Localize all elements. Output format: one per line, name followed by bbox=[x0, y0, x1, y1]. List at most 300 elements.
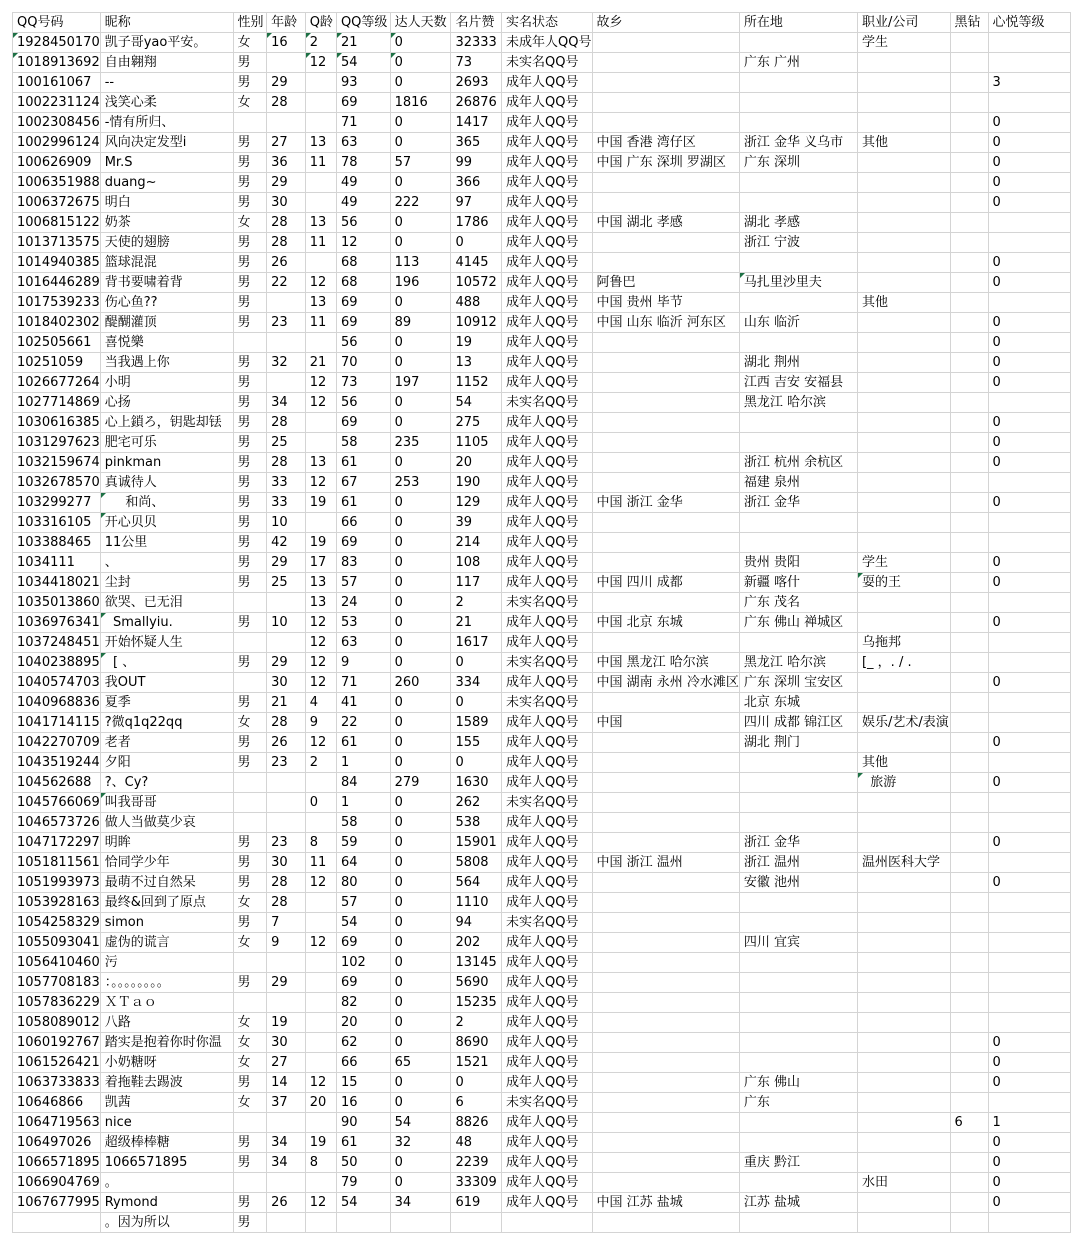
cell[interactable]: 中国 贵州 毕节 bbox=[592, 293, 739, 313]
cell[interactable]: 3 bbox=[988, 73, 1071, 93]
cell[interactable]: 1105 bbox=[451, 433, 502, 453]
cell[interactable]: 旅游 bbox=[857, 773, 950, 793]
cell[interactable]: 61 bbox=[336, 733, 390, 753]
cell[interactable] bbox=[592, 253, 739, 273]
cell[interactable]: ?、Cy? bbox=[100, 773, 233, 793]
cell[interactable]: 0 bbox=[988, 573, 1071, 593]
cell[interactable]: 未实名QQ号 bbox=[502, 53, 592, 73]
cell[interactable] bbox=[950, 653, 988, 673]
cell[interactable] bbox=[988, 293, 1071, 313]
column-header[interactable]: 所在地 bbox=[739, 13, 857, 33]
cell[interactable]: 5808 bbox=[451, 853, 502, 873]
cell[interactable]: 26 bbox=[267, 253, 306, 273]
cell[interactable]: 108 bbox=[451, 553, 502, 573]
cell[interactable]: 成年人QQ号 bbox=[502, 833, 592, 853]
cell[interactable] bbox=[592, 233, 739, 253]
cell[interactable]: 0 bbox=[988, 553, 1071, 573]
cell[interactable]: 中国 湖南 永州 冷水滩区 bbox=[592, 673, 739, 693]
cell[interactable]: 四川 成都 锦江区 bbox=[739, 713, 857, 733]
cell[interactable] bbox=[857, 373, 950, 393]
cell[interactable]: 0 bbox=[390, 593, 451, 613]
cell[interactable]: 0 bbox=[390, 873, 451, 893]
cell[interactable]: 男 bbox=[233, 873, 267, 893]
cell[interactable]: 49 bbox=[336, 193, 390, 213]
cell[interactable]: 0 bbox=[390, 293, 451, 313]
cell[interactable]: 28 bbox=[267, 93, 306, 113]
cell[interactable]: 69 bbox=[336, 93, 390, 113]
cell[interactable]: 0 bbox=[390, 573, 451, 593]
cell[interactable] bbox=[267, 1213, 306, 1233]
cell[interactable]: 1064719563 bbox=[13, 1113, 101, 1133]
cell[interactable] bbox=[305, 1013, 336, 1033]
cell[interactable]: 49 bbox=[336, 173, 390, 193]
cell[interactable]: 69 bbox=[336, 973, 390, 993]
cell[interactable]: 重庆 黔江 bbox=[739, 1153, 857, 1173]
cell[interactable]: 浅笑心柔 bbox=[100, 93, 233, 113]
cell[interactable]: 12 bbox=[305, 613, 336, 633]
cell[interactable]: 1018913692 bbox=[13, 53, 101, 73]
cell[interactable] bbox=[857, 393, 950, 413]
cell[interactable]: 103388465 bbox=[13, 533, 101, 553]
cell[interactable]: 78 bbox=[336, 153, 390, 173]
cell[interactable]: 贵州 贵阳 bbox=[739, 553, 857, 573]
cell[interactable]: 30 bbox=[267, 853, 306, 873]
cell[interactable]: 23 bbox=[267, 833, 306, 853]
cell[interactable] bbox=[857, 493, 950, 513]
cell[interactable] bbox=[950, 573, 988, 593]
cell[interactable] bbox=[233, 993, 267, 1013]
cell[interactable] bbox=[267, 293, 306, 313]
cell[interactable]: 0 bbox=[390, 533, 451, 553]
column-header[interactable]: 年龄 bbox=[267, 13, 306, 33]
cell[interactable]: 103299277 bbox=[13, 493, 101, 513]
cell[interactable]: 未实名QQ号 bbox=[502, 693, 592, 713]
cell[interactable]: 222 bbox=[390, 193, 451, 213]
cell[interactable]: 男 bbox=[233, 173, 267, 193]
cell[interactable] bbox=[739, 793, 857, 813]
cell[interactable] bbox=[988, 213, 1071, 233]
cell[interactable] bbox=[988, 953, 1071, 973]
cell[interactable]: 成年人QQ号 bbox=[502, 1073, 592, 1093]
cell[interactable] bbox=[988, 633, 1071, 653]
cell[interactable]: 篮球混混 bbox=[100, 253, 233, 273]
cell[interactable]: 1816 bbox=[390, 93, 451, 113]
cell[interactable]: 0 bbox=[390, 113, 451, 133]
cell[interactable]: 成年人QQ号 bbox=[502, 573, 592, 593]
cell[interactable] bbox=[305, 513, 336, 533]
cell[interactable] bbox=[592, 1213, 739, 1233]
cell[interactable]: 最终&回到了原点 bbox=[100, 893, 233, 913]
cell[interactable]: 12 bbox=[305, 633, 336, 653]
cell[interactable]: 。 bbox=[100, 1173, 233, 1193]
cell[interactable] bbox=[739, 973, 857, 993]
cell[interactable] bbox=[739, 993, 857, 1013]
cell[interactable] bbox=[950, 753, 988, 773]
cell[interactable]: 污 bbox=[100, 953, 233, 973]
cell[interactable] bbox=[233, 773, 267, 793]
cell[interactable]: 成年人QQ号 bbox=[502, 533, 592, 553]
cell[interactable]: 1 bbox=[336, 753, 390, 773]
cell[interactable] bbox=[233, 333, 267, 353]
column-header[interactable]: 性别 bbox=[233, 13, 267, 33]
cell[interactable]: 235 bbox=[390, 433, 451, 453]
cell[interactable]: 男 bbox=[233, 393, 267, 413]
cell[interactable]: 39 bbox=[451, 513, 502, 533]
cell[interactable] bbox=[305, 993, 336, 1013]
cell[interactable]: 成年人QQ号 bbox=[502, 73, 592, 93]
cell[interactable]: 心扬 bbox=[100, 393, 233, 413]
cell[interactable]: 安徽 池州 bbox=[739, 873, 857, 893]
cell[interactable]: 中国 bbox=[592, 713, 739, 733]
cell[interactable]: 34 bbox=[267, 393, 306, 413]
cell[interactable] bbox=[950, 393, 988, 413]
cell[interactable]: 成年人QQ号 bbox=[502, 293, 592, 313]
cell[interactable]: 中国 山东 临沂 河东区 bbox=[592, 313, 739, 333]
cell[interactable]: 小奶糖呀 bbox=[100, 1053, 233, 1073]
cell[interactable] bbox=[336, 1213, 390, 1233]
cell[interactable] bbox=[950, 893, 988, 913]
cell[interactable] bbox=[739, 753, 857, 773]
cell[interactable] bbox=[857, 213, 950, 233]
cell[interactable]: 自由翱翔 bbox=[100, 53, 233, 73]
cell[interactable] bbox=[305, 113, 336, 133]
cell[interactable]: 1060192767 bbox=[13, 1033, 101, 1053]
cell[interactable]: 1013713575 bbox=[13, 233, 101, 253]
cell[interactable] bbox=[950, 193, 988, 213]
cell[interactable]: 260 bbox=[390, 673, 451, 693]
cell[interactable]: 成年人QQ号 bbox=[502, 193, 592, 213]
cell[interactable] bbox=[950, 513, 988, 533]
cell[interactable]: 成年人QQ号 bbox=[502, 413, 592, 433]
cell[interactable] bbox=[950, 153, 988, 173]
cell[interactable]: 54 bbox=[336, 1193, 390, 1213]
cell[interactable] bbox=[592, 393, 739, 413]
cell[interactable]: 334 bbox=[451, 673, 502, 693]
cell[interactable] bbox=[950, 633, 988, 653]
cell[interactable]: 2693 bbox=[451, 73, 502, 93]
cell[interactable] bbox=[233, 793, 267, 813]
cell[interactable] bbox=[592, 1033, 739, 1053]
cell[interactable]: 10 bbox=[267, 513, 306, 533]
cell[interactable]: 成年人QQ号 bbox=[502, 453, 592, 473]
cell[interactable]: 0 bbox=[390, 713, 451, 733]
cell[interactable]: 214 bbox=[451, 533, 502, 553]
cell[interactable]: 0 bbox=[390, 453, 451, 473]
cell[interactable]: 着拖鞋去踢波 bbox=[100, 1073, 233, 1093]
cell[interactable]: 男 bbox=[233, 233, 267, 253]
cell[interactable]: 13145 bbox=[451, 953, 502, 973]
cell[interactable]: nice bbox=[100, 1113, 233, 1133]
cell[interactable]: 8690 bbox=[451, 1033, 502, 1053]
cell[interactable]: 11 bbox=[305, 313, 336, 333]
cell[interactable]: 54 bbox=[336, 913, 390, 933]
cell[interactable]: 男 bbox=[233, 513, 267, 533]
cell[interactable]: 13 bbox=[451, 353, 502, 373]
column-header[interactable]: 名片赞 bbox=[451, 13, 502, 33]
cell[interactable]: 、 bbox=[100, 553, 233, 573]
cell[interactable] bbox=[233, 633, 267, 653]
cell[interactable]: 0 bbox=[451, 693, 502, 713]
cell[interactable]: 0 bbox=[390, 1153, 451, 1173]
cell[interactable]: 成年人QQ号 bbox=[502, 733, 592, 753]
cell[interactable] bbox=[592, 353, 739, 373]
cell[interactable]: 0 bbox=[988, 413, 1071, 433]
cell[interactable]: 0 bbox=[988, 193, 1071, 213]
cell[interactable] bbox=[857, 833, 950, 853]
cell[interactable]: 17 bbox=[305, 553, 336, 573]
cell[interactable]: 1521 bbox=[451, 1053, 502, 1073]
cell[interactable]: 279 bbox=[390, 773, 451, 793]
cell[interactable]: ?微q1q22qq bbox=[100, 713, 233, 733]
cell[interactable] bbox=[857, 1093, 950, 1113]
cell[interactable] bbox=[857, 933, 950, 953]
cell[interactable] bbox=[739, 913, 857, 933]
cell[interactable]: 12 bbox=[305, 273, 336, 293]
cell[interactable]: 61 bbox=[336, 453, 390, 473]
cell[interactable] bbox=[988, 33, 1071, 53]
cell[interactable]: 未实名QQ号 bbox=[502, 653, 592, 673]
cell[interactable]: 女 bbox=[233, 213, 267, 233]
cell[interactable] bbox=[267, 1173, 306, 1193]
cell[interactable]: 82 bbox=[336, 993, 390, 1013]
cell[interactable]: 12 bbox=[305, 1073, 336, 1093]
cell[interactable]: 0 bbox=[988, 1133, 1071, 1153]
cell[interactable]: 1056410460 bbox=[13, 953, 101, 973]
cell[interactable]: 64 bbox=[336, 853, 390, 873]
cell[interactable]: 男 bbox=[233, 273, 267, 293]
cell[interactable] bbox=[739, 173, 857, 193]
cell[interactable]: 5690 bbox=[451, 973, 502, 993]
cell[interactable]: 女 bbox=[233, 1033, 267, 1053]
cell[interactable]: 0 bbox=[988, 1073, 1071, 1093]
cell[interactable]: 12 bbox=[305, 53, 336, 73]
cell[interactable] bbox=[739, 773, 857, 793]
cell[interactable]: 娱乐/艺术/表演 bbox=[857, 713, 950, 733]
column-header[interactable]: 职业/公司 bbox=[857, 13, 950, 33]
cell[interactable]: 湖北 孝感 bbox=[739, 213, 857, 233]
cell[interactable] bbox=[592, 1073, 739, 1093]
cell[interactable]: 和尚、 bbox=[100, 493, 233, 513]
cell[interactable]: 2 bbox=[305, 753, 336, 773]
cell[interactable] bbox=[857, 233, 950, 253]
cell[interactable] bbox=[592, 533, 739, 553]
column-header[interactable]: QQ号码 bbox=[13, 13, 101, 33]
cell[interactable]: 12 bbox=[305, 673, 336, 693]
cell[interactable]: 19 bbox=[305, 533, 336, 553]
cell[interactable]: 0 bbox=[988, 113, 1071, 133]
cell[interactable] bbox=[988, 1013, 1071, 1033]
cell[interactable]: 夕阳 bbox=[100, 753, 233, 773]
cell[interactable]: 1928450170 bbox=[13, 33, 101, 53]
cell[interactable] bbox=[857, 413, 950, 433]
cell[interactable]: 阿鲁巴 bbox=[592, 273, 739, 293]
cell[interactable]: 24 bbox=[336, 593, 390, 613]
cell[interactable]: 成年人QQ号 bbox=[502, 973, 592, 993]
cell[interactable]: 马扎里沙里夫 bbox=[739, 273, 857, 293]
cell[interactable]: 28 bbox=[267, 453, 306, 473]
cell[interactable]: 117 bbox=[451, 573, 502, 593]
cell[interactable]: 1630 bbox=[451, 773, 502, 793]
cell[interactable]: 69 bbox=[336, 293, 390, 313]
cell[interactable] bbox=[950, 693, 988, 713]
cell[interactable]: 成年人QQ号 bbox=[502, 433, 592, 453]
cell[interactable] bbox=[267, 993, 306, 1013]
cell[interactable]: 1066571895 bbox=[13, 1153, 101, 1173]
cell[interactable]: 成年人QQ号 bbox=[502, 233, 592, 253]
cell[interactable]: 59 bbox=[336, 833, 390, 853]
cell[interactable]: 1066571895 bbox=[100, 1153, 233, 1173]
cell[interactable] bbox=[950, 993, 988, 1013]
cell[interactable]: 2 bbox=[451, 593, 502, 613]
cell[interactable]: pinkman bbox=[100, 453, 233, 473]
cell[interactable]: 浙江 金华 bbox=[739, 493, 857, 513]
cell[interactable] bbox=[950, 333, 988, 353]
cell[interactable]: 70 bbox=[336, 353, 390, 373]
cell[interactable]: ＸＴａｏ bbox=[100, 993, 233, 1013]
cell[interactable] bbox=[857, 1133, 950, 1153]
cell[interactable]: 1067677995 bbox=[13, 1193, 101, 1213]
cell[interactable] bbox=[988, 393, 1071, 413]
cell[interactable] bbox=[305, 73, 336, 93]
cell[interactable]: 男 bbox=[233, 193, 267, 213]
cell[interactable] bbox=[950, 1213, 988, 1233]
cell[interactable] bbox=[592, 753, 739, 773]
cell[interactable] bbox=[739, 93, 857, 113]
cell[interactable]: 水田 bbox=[857, 1173, 950, 1193]
cell[interactable] bbox=[267, 593, 306, 613]
cell[interactable]: 1036976341 bbox=[13, 613, 101, 633]
cell[interactable] bbox=[502, 1213, 592, 1233]
cell[interactable]: 0 bbox=[390, 33, 451, 53]
cell[interactable] bbox=[857, 593, 950, 613]
cell[interactable]: 明白 bbox=[100, 193, 233, 213]
cell[interactable]: 1006351988 bbox=[13, 173, 101, 193]
cell[interactable] bbox=[592, 453, 739, 473]
cell[interactable]: 0 bbox=[390, 553, 451, 573]
cell[interactable] bbox=[305, 813, 336, 833]
cell[interactable] bbox=[950, 773, 988, 793]
cell[interactable]: 其他 bbox=[857, 293, 950, 313]
cell[interactable]: 20 bbox=[336, 1013, 390, 1033]
cell[interactable]: 1045766069 bbox=[13, 793, 101, 813]
cell[interactable] bbox=[592, 193, 739, 213]
cell[interactable]: 男 bbox=[233, 1193, 267, 1213]
cell[interactable]: 0 bbox=[305, 793, 336, 813]
cell[interactable] bbox=[390, 1213, 451, 1233]
cell[interactable]: 57 bbox=[336, 893, 390, 913]
cell[interactable]: 新疆 喀什 bbox=[739, 573, 857, 593]
cell[interactable] bbox=[950, 33, 988, 53]
cell[interactable]: 0 bbox=[988, 673, 1071, 693]
cell[interactable]: 0 bbox=[390, 653, 451, 673]
cell[interactable] bbox=[233, 953, 267, 973]
cell[interactable] bbox=[857, 73, 950, 93]
cell[interactable]: 13 bbox=[305, 293, 336, 313]
cell[interactable]: 0 bbox=[390, 73, 451, 93]
cell[interactable]: 成年人QQ号 bbox=[502, 353, 592, 373]
cell[interactable] bbox=[950, 113, 988, 133]
cell[interactable]: 0 bbox=[988, 353, 1071, 373]
cell[interactable]: 成年人QQ号 bbox=[502, 1013, 592, 1033]
cell[interactable] bbox=[950, 253, 988, 273]
cell[interactable]: 男 bbox=[233, 53, 267, 73]
cell[interactable]: 15235 bbox=[451, 993, 502, 1013]
cell[interactable]: 男 bbox=[233, 313, 267, 333]
cell[interactable]: 男 bbox=[233, 833, 267, 853]
cell[interactable]: 中国 湖北 孝感 bbox=[592, 213, 739, 233]
cell[interactable]: 1031297623 bbox=[13, 433, 101, 453]
cell[interactable]: 37 bbox=[267, 1093, 306, 1113]
cell[interactable]: 成年人QQ号 bbox=[502, 553, 592, 573]
cell[interactable]: 34 bbox=[267, 1133, 306, 1153]
cell[interactable]: 奶茶 bbox=[100, 213, 233, 233]
cell[interactable]: 男 bbox=[233, 253, 267, 273]
cell[interactable] bbox=[988, 1093, 1071, 1113]
cell[interactable]: 风向决定发型i bbox=[100, 133, 233, 153]
cell[interactable]: 12 bbox=[305, 653, 336, 673]
cell[interactable] bbox=[950, 473, 988, 493]
cell[interactable] bbox=[857, 1053, 950, 1073]
cell[interactable]: 63 bbox=[336, 633, 390, 653]
cell[interactable]: 27 bbox=[267, 1053, 306, 1073]
cell[interactable]: -情有所归、 bbox=[100, 113, 233, 133]
cell[interactable] bbox=[857, 353, 950, 373]
cell[interactable]: 醍醐灌顶 bbox=[100, 313, 233, 333]
cell[interactable]: 男 bbox=[233, 373, 267, 393]
column-header[interactable]: 故乡 bbox=[592, 13, 739, 33]
cell[interactable] bbox=[950, 373, 988, 393]
cell[interactable]: 男 bbox=[233, 853, 267, 873]
cell[interactable]: 113 bbox=[390, 253, 451, 273]
cell[interactable] bbox=[950, 293, 988, 313]
cell[interactable] bbox=[950, 973, 988, 993]
cell[interactable]: 浙江 宁波 bbox=[739, 233, 857, 253]
cell[interactable] bbox=[950, 1013, 988, 1033]
cell[interactable]: 女 bbox=[233, 713, 267, 733]
cell[interactable]: 13 bbox=[305, 593, 336, 613]
cell[interactable] bbox=[305, 173, 336, 193]
cell[interactable] bbox=[950, 433, 988, 453]
cell[interactable]: 104562688 bbox=[13, 773, 101, 793]
cell[interactable]: 凯子哥yao平安。 bbox=[100, 33, 233, 53]
cell[interactable]: 广东 bbox=[739, 1093, 857, 1113]
cell[interactable]: 1041714115 bbox=[13, 713, 101, 733]
cell[interactable]: 1110 bbox=[451, 893, 502, 913]
cell[interactable]: 男 bbox=[233, 913, 267, 933]
cell[interactable] bbox=[592, 373, 739, 393]
cell[interactable] bbox=[592, 893, 739, 913]
cell[interactable]: 28 bbox=[267, 713, 306, 733]
cell[interactable] bbox=[950, 813, 988, 833]
cell[interactable]: 成年人QQ号 bbox=[502, 1113, 592, 1133]
cell[interactable]: 1017539233 bbox=[13, 293, 101, 313]
cell[interactable] bbox=[739, 253, 857, 273]
cell[interactable] bbox=[857, 993, 950, 1013]
cell[interactable]: 0 bbox=[390, 833, 451, 853]
column-header[interactable]: QQ等级 bbox=[336, 13, 390, 33]
cell[interactable]: 中国 香港 湾仔区 bbox=[592, 133, 739, 153]
cell[interactable]: 1786 bbox=[451, 213, 502, 233]
cell[interactable] bbox=[857, 953, 950, 973]
cell[interactable] bbox=[267, 773, 306, 793]
cell[interactable]: 1034418021 bbox=[13, 573, 101, 593]
cell[interactable]: 心上鎖ろ，钥匙却铥 bbox=[100, 413, 233, 433]
cell[interactable]: 未成年人QQ号 bbox=[502, 33, 592, 53]
cell[interactable]: 1 bbox=[336, 793, 390, 813]
cell[interactable] bbox=[950, 313, 988, 333]
cell[interactable] bbox=[857, 53, 950, 73]
cell[interactable] bbox=[857, 1193, 950, 1213]
